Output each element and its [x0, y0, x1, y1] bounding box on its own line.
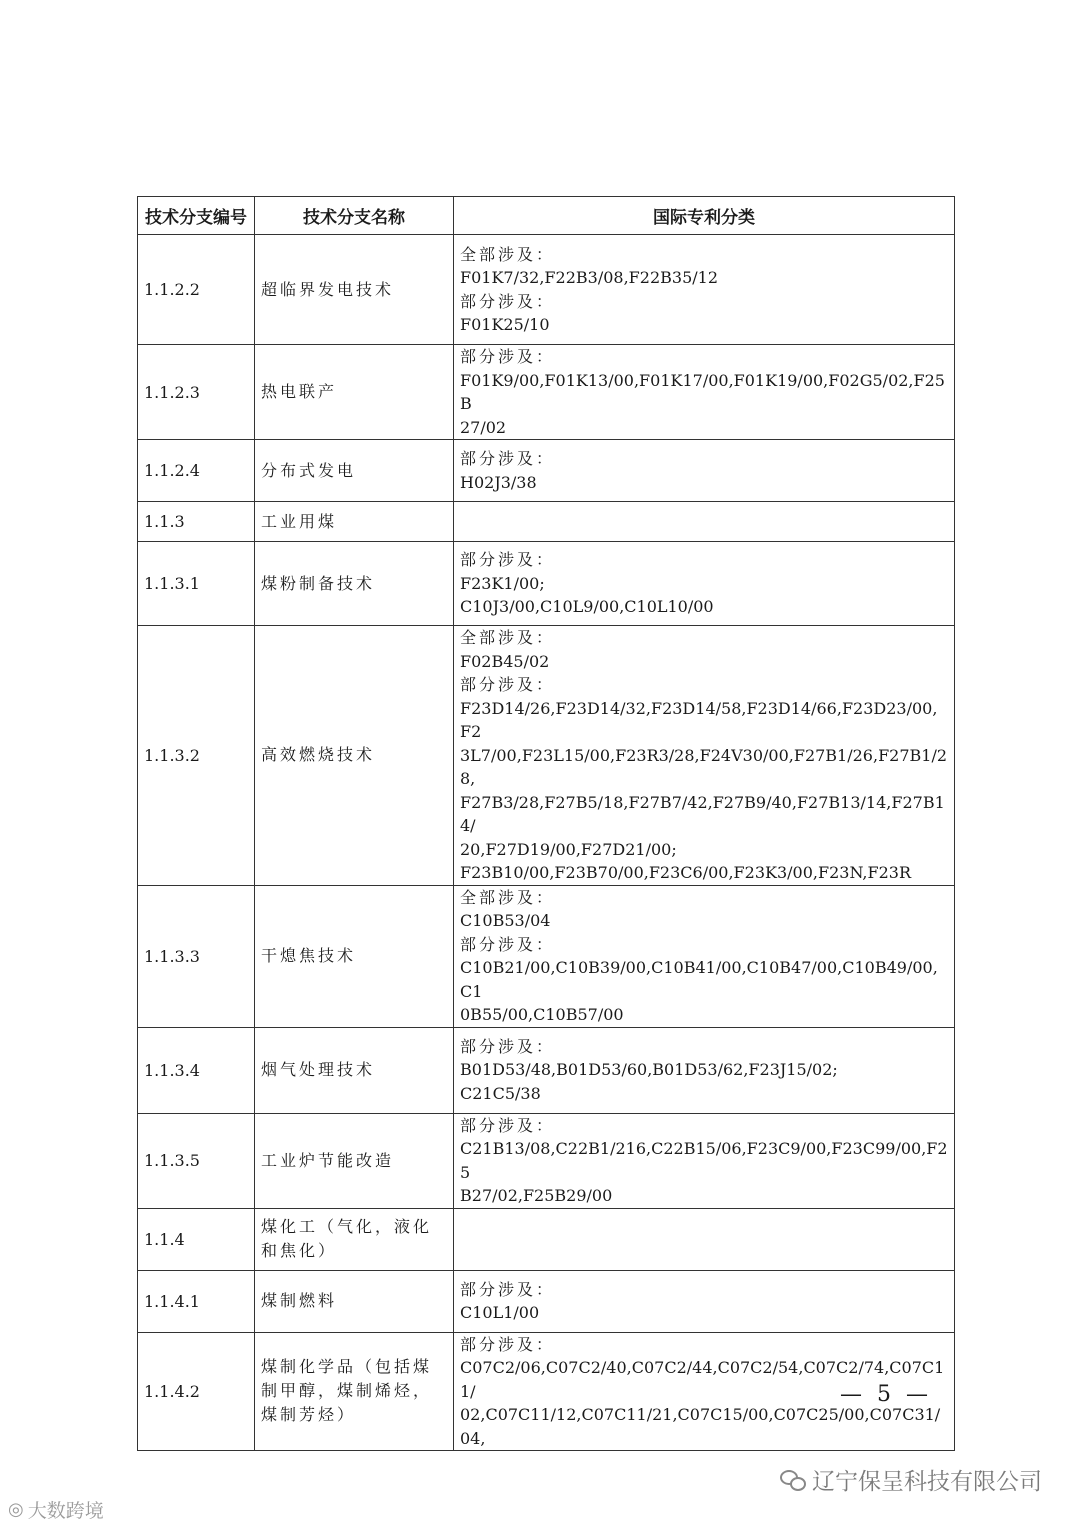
table-header-row	[138, 197, 955, 235]
branch-code: 1.1.2.4	[138, 440, 255, 502]
wechat-icon	[780, 1469, 806, 1491]
branch-code: 1.1.4.2	[138, 1332, 255, 1451]
ipc-codes	[454, 1027, 955, 1113]
ipc-line: F23D14/26,F23D14/32,F23D14/58,F23D14/66,F23D23/00,F2	[460, 698, 938, 741]
ipc-line: 部分涉及：	[460, 1279, 556, 1299]
branch-code: 1.1.3.2	[138, 626, 255, 886]
ipc-line: 部分涉及：	[460, 347, 556, 366]
ipc-line: F01K9/00,F01K13/00,F01K17/00,F01K19/00,F02G5/02,F25B	[460, 370, 945, 413]
ipc-codes	[454, 502, 955, 542]
branch-code: 1.1.3.3	[138, 885, 255, 1027]
branch-name: 煤粉制备技术	[255, 542, 454, 626]
ipc-line: C21B13/08,C22B1/216,C22B15/06,F23C9/00,F23C99/00,F25	[460, 1139, 948, 1182]
branch-name: 干熄焦技术	[255, 885, 454, 1027]
branch-code: 1.1.4.1	[138, 1270, 255, 1332]
branch-code: 1.1.3.5	[138, 1113, 255, 1208]
branch-name: 高效燃烧技术	[255, 626, 454, 886]
ipc-codes	[454, 345, 955, 440]
table-row	[138, 345, 955, 440]
ipc-line: 全部涉及：	[460, 628, 556, 647]
table-row	[138, 502, 955, 542]
table-row	[138, 1332, 955, 1451]
ipc-codes	[454, 626, 955, 886]
ipc-line: B01D53/48,B01D53/60,B01D53/62,F23J15/02;	[460, 1060, 838, 1080]
weibo-icon: ◎	[8, 1499, 24, 1520]
ipc-line: F01K7/32,F22B3/08,F22B35/12	[460, 268, 718, 287]
ipc-line: 0B55/00,C10B57/00	[460, 1005, 624, 1024]
ipc-codes	[454, 1270, 955, 1332]
ipc-line: C10J3/00,C10L9/00,C10L10/00	[460, 597, 714, 617]
ipc-line: 全部涉及：	[460, 887, 556, 907]
page-number: — 5 —	[840, 1382, 932, 1407]
ipc-line: F02B45/02	[460, 651, 550, 671]
ipc-line: 部分涉及：	[460, 934, 556, 954]
branch-name: 分布式发电	[255, 440, 454, 502]
ipc-line: 部分涉及：	[460, 1115, 556, 1135]
ipc-line: B27/02,F25B29/00	[460, 1186, 613, 1205]
ipc-line: C10L1/00	[460, 1303, 540, 1322]
table-row	[138, 440, 955, 502]
ipc-line: 3L7/00,F23L15/00,F23R3/28,F24V30/00,F27B1/26,F27B1/28,	[460, 745, 948, 788]
ipc-line: F27B3/28,F27B5/18,F27B7/42,F27B9/40,F27B13/14,F27B14/	[460, 792, 945, 835]
ipc-line: 部分涉及：	[460, 675, 556, 694]
branch-code: 1.1.4	[138, 1208, 255, 1270]
ipc-codes	[454, 440, 955, 502]
table-row	[138, 1113, 955, 1208]
wechat-watermark	[780, 1463, 1042, 1496]
watermark-source: 大数跨境	[27, 1500, 104, 1522]
ipc-classification-table	[137, 196, 955, 1451]
watermark-company: 辽宁保呈科技有限公司	[812, 1469, 1042, 1495]
branch-code: 1.1.3.4	[138, 1027, 255, 1113]
table-row	[138, 1208, 955, 1270]
ipc-line: H02J3/38	[460, 472, 537, 492]
ipc-line: 全部涉及：	[460, 244, 556, 264]
branch-name: 煤制化学品（包括煤制甲醇，煤制烯烃，煤制芳烃）	[255, 1332, 454, 1451]
ipc-codes	[454, 1113, 955, 1208]
table-row	[138, 885, 955, 1027]
table-row	[138, 235, 955, 345]
source-watermark	[8, 1496, 104, 1523]
branch-code: 1.1.2.3	[138, 345, 255, 440]
header-branch-code: 技术分支编号	[138, 197, 255, 235]
ipc-line: 部分涉及：	[460, 1036, 556, 1056]
ipc-line: 部分涉及：	[460, 449, 556, 468]
ipc-codes	[454, 235, 955, 345]
branch-name: 工业用煤	[255, 502, 454, 542]
ipc-line: F23B10/00,F23B70/00,F23C6/00,F23K3/00,F23N,F23R	[460, 863, 912, 882]
branch-code: 1.1.3	[138, 502, 255, 542]
ipc-line: C10B53/04	[460, 911, 551, 930]
ipc-codes	[454, 885, 955, 1027]
ipc-line: C10B21/00,C10B39/00,C10B41/00,C10B47/00,C10B49/00,C1	[460, 958, 938, 1001]
ipc-line: F23K1/00;	[460, 573, 545, 593]
ipc-line: 20,F27D19/00,F27D21/00;	[460, 839, 677, 859]
branch-name: 烟气处理技术	[255, 1027, 454, 1113]
ipc-line: C21C5/38	[460, 1083, 541, 1103]
table-row	[138, 1027, 955, 1113]
branch-name: 超临界发电技术	[255, 235, 454, 345]
ipc-line: 部分涉及：	[460, 1334, 556, 1354]
ipc-line: 02,C07C11/12,C07C11/21,C07C15/00,C07C25/00,C07C31/04,	[460, 1405, 941, 1448]
ipc-codes	[454, 542, 955, 626]
branch-name: 煤制燃料	[255, 1270, 454, 1332]
branch-code: 1.1.2.2	[138, 235, 255, 345]
branch-name: 热电联产	[255, 345, 454, 440]
ipc-line: 部分涉及：	[460, 550, 556, 570]
ipc-line: 部分涉及：	[460, 291, 556, 311]
branch-name: 工业炉节能改造	[255, 1113, 454, 1208]
header-ipc: 国际专利分类	[454, 197, 955, 235]
ipc-line: F01K25/10	[460, 315, 550, 334]
table-row	[138, 626, 955, 886]
header-branch-name: 技术分支名称	[255, 197, 454, 235]
ipc-line: C07C2/06,C07C2/40,C07C2/44,C07C2/54,C07C2/74,C07C11/	[460, 1358, 945, 1401]
ipc-line: 27/02	[460, 417, 507, 437]
table-row	[138, 542, 955, 626]
branch-code: 1.1.3.1	[138, 542, 255, 626]
table-row	[138, 1270, 955, 1332]
branch-name: 煤化工（气化，液化和焦化）	[255, 1208, 454, 1270]
ipc-codes	[454, 1208, 955, 1270]
